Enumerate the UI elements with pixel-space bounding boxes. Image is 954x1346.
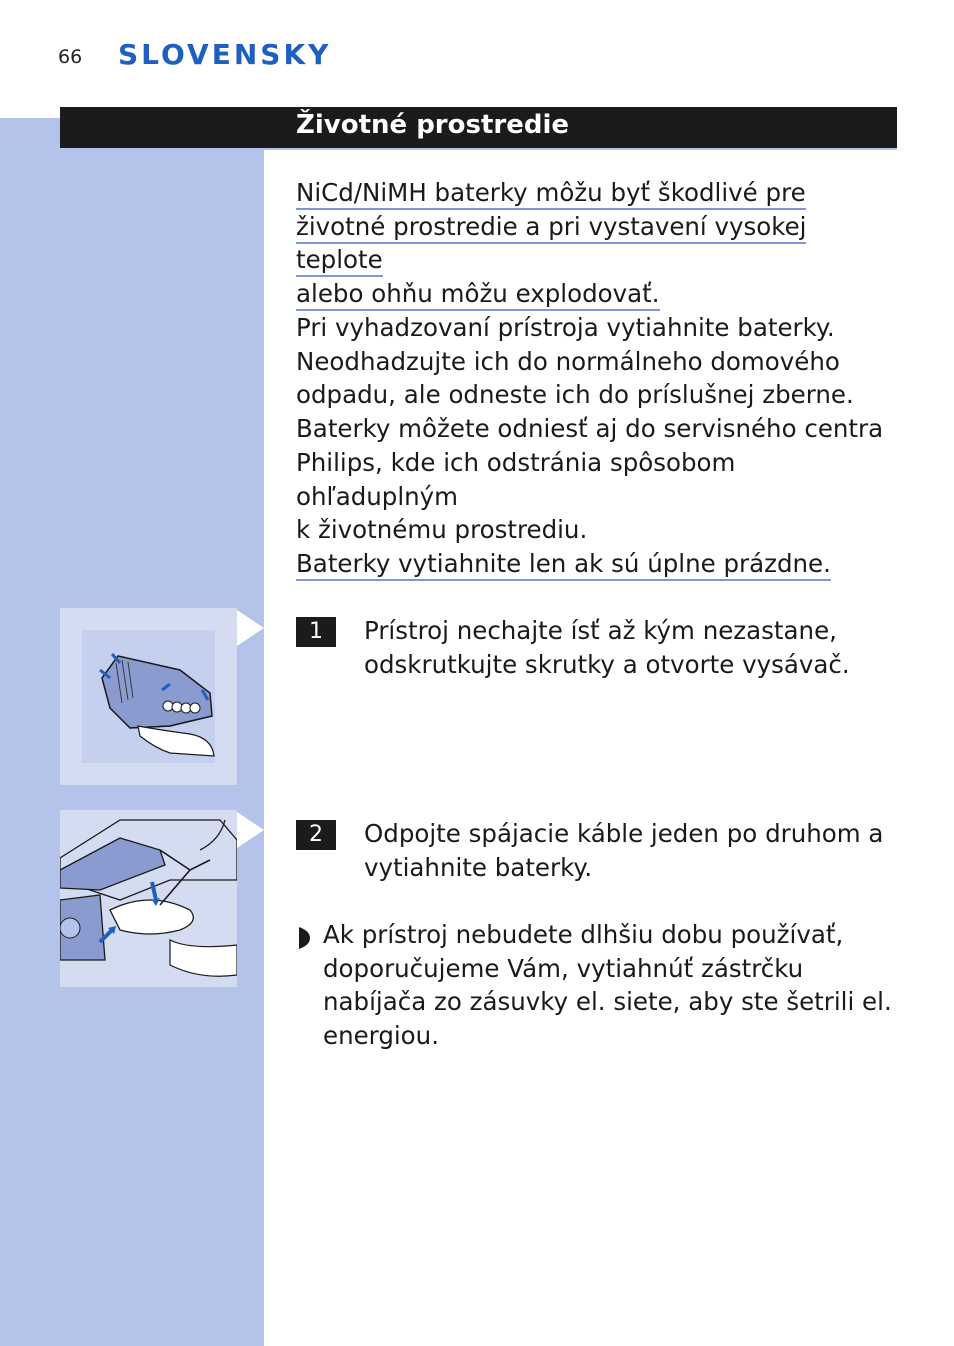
step-text (364, 614, 904, 681)
tip-line: Ak prístroj nebudete dlhšiu dobu používať, (323, 920, 844, 949)
tip-line: nabíjača zo zásuvky el. siete, aby ste šetrili el. (323, 987, 892, 1017)
illustration-pointer (237, 610, 264, 646)
warning-line: NiCd/NiMH baterky môžu byť škodlivé pre (296, 178, 806, 210)
paragraph-line: k životnému prostrediu. (296, 515, 588, 545)
warning-line: životné prostredie a pri vystavení vysokej teplote (296, 212, 806, 278)
step-number-badge: 2 (296, 820, 336, 850)
disposal-paragraph (296, 311, 896, 547)
section-header-bar (60, 107, 897, 148)
illustration-open-device (60, 608, 237, 785)
illustration-pointer (237, 812, 264, 848)
paragraph-line: Philips, kde ich odstránia spôsobom ohľaduplným (296, 447, 736, 511)
empty-battery-note (296, 547, 896, 581)
step-line: Prístroj nechajte ísť až kým nezastane, (364, 616, 837, 645)
tip-text (323, 918, 893, 1053)
section-title: Životné prostredie (296, 110, 570, 140)
open-device-drawing (60, 608, 237, 785)
step-line: Odpojte spájacie káble jeden po druhom a (364, 819, 884, 848)
illustration-cut-cables (60, 810, 237, 987)
warning-line: alebo ohňu môžu explodovať. (296, 279, 660, 311)
tip-line: energiou. (323, 1021, 439, 1051)
language-heading: SLOVENSKY (118, 38, 332, 71)
note-text: Baterky vytiahnite len ak sú úplne prázdne. (296, 549, 831, 581)
page-number: 66 (58, 46, 83, 68)
paragraph-line: Neodhadzujte ich do normálneho domového (296, 346, 840, 376)
step-line: vytiahnite baterky. (364, 852, 593, 882)
step-text (364, 817, 904, 884)
paragraph-line: Pri vyhadzovaní prístroja vytiahnite baterky. (296, 313, 835, 342)
battery-warning (296, 176, 896, 311)
step-line: odskrutkujte skrutky a otvorte vysávač. (364, 649, 850, 679)
tip-bullet-icon (296, 918, 316, 952)
paragraph-line: odpadu, ale odneste ich do príslušnej zberne. (296, 380, 854, 410)
cut-cables-drawing (60, 810, 237, 987)
paragraph-line: Baterky môžete odniesť aj do servisného centra (296, 414, 884, 444)
tip-line: doporučujeme Vám, vytiahnúť zástrčku (323, 953, 804, 983)
step-number-badge: 1 (296, 617, 336, 647)
